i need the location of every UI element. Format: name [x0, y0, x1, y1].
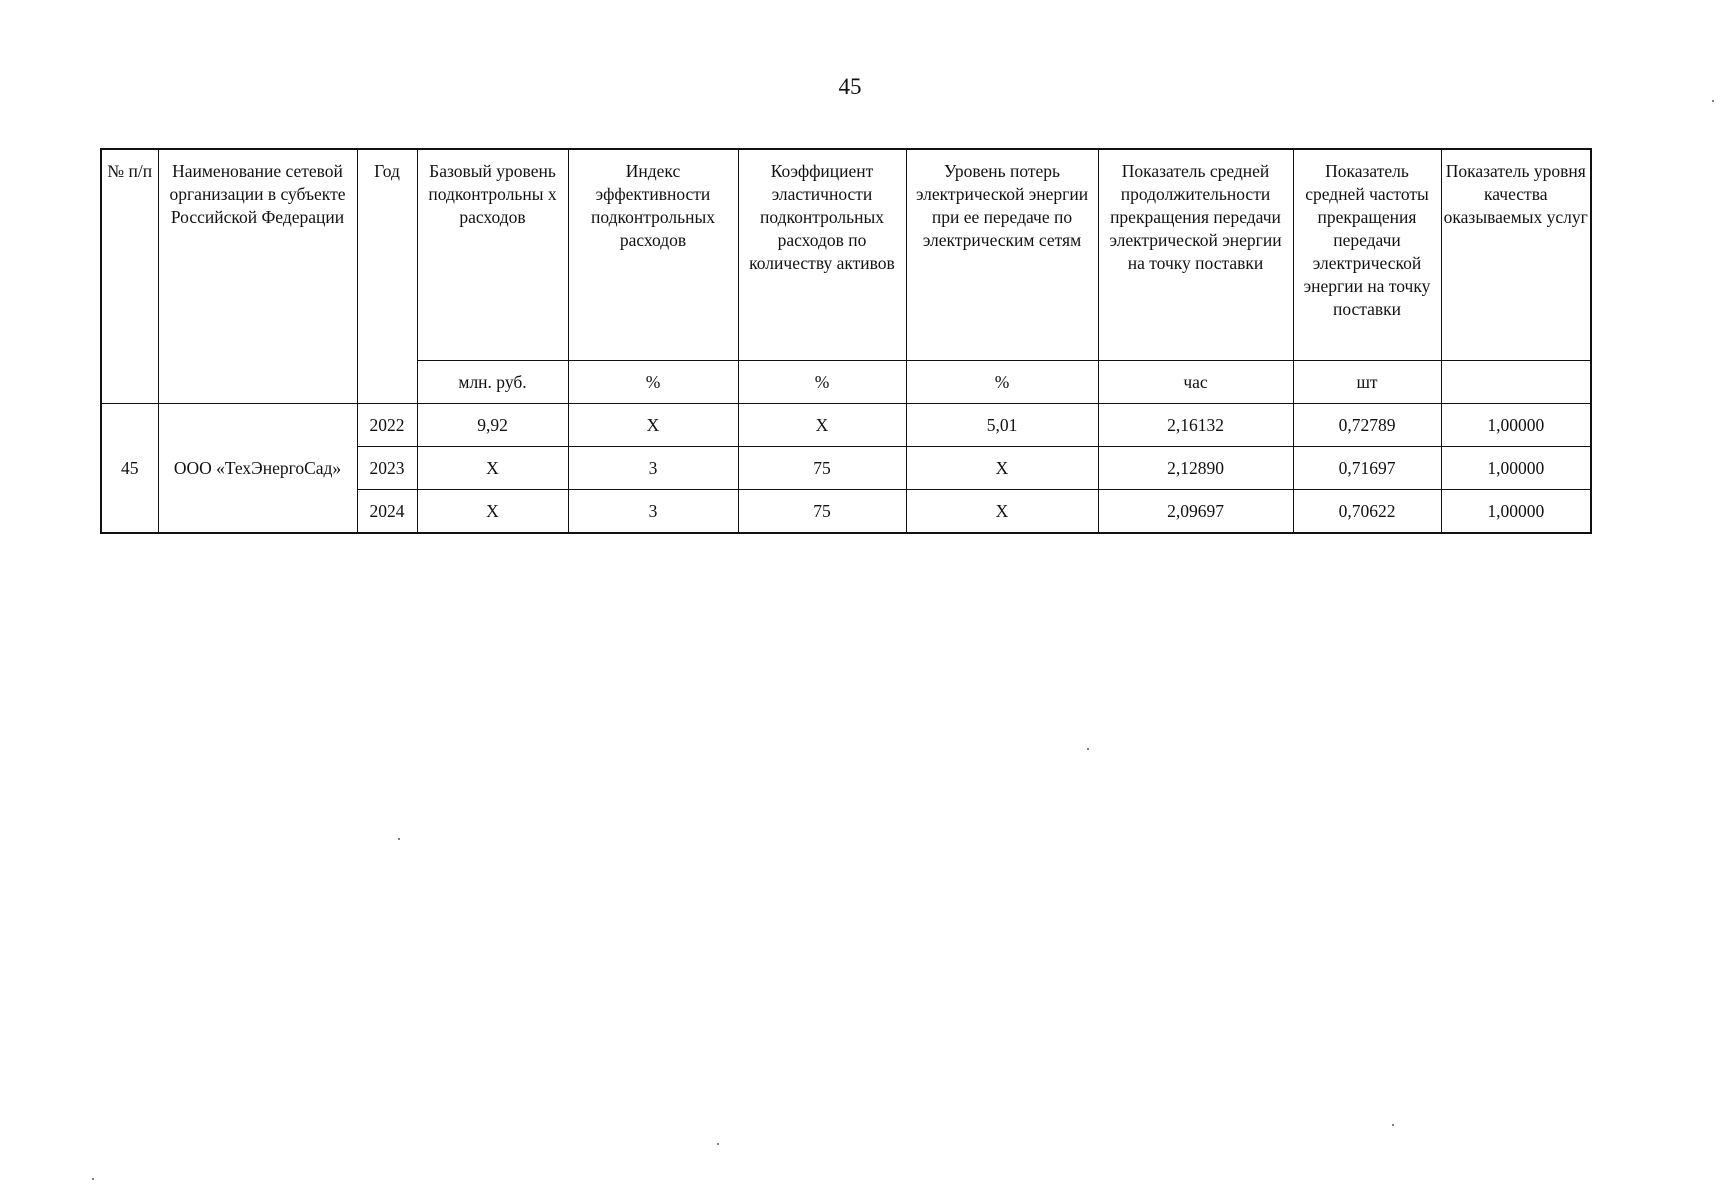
scan-speck [717, 1143, 719, 1145]
cell-year: 2024 [357, 490, 417, 534]
cell-quality-level: 1,00000 [1441, 404, 1591, 447]
header-org-name: Наименование сетевой организации в субъекте Российской Федерации [158, 149, 357, 404]
cell-avg-frequency: 0,71697 [1293, 447, 1441, 490]
table-row [101, 404, 1591, 447]
header-row [101, 149, 1591, 361]
header-avg-duration: Показатель средней продолжительности прекращения передачи электрической энергии на точку поставки [1098, 149, 1293, 361]
header-quality-level: Показатель уровня качества оказываемых услуг [1441, 149, 1591, 361]
cell-loss-level: X [906, 490, 1098, 534]
page-number: 45 [838, 74, 862, 99]
scan-speck [1392, 1124, 1394, 1126]
cell-quality-level: 1,00000 [1441, 447, 1591, 490]
cell-quality-level: 1,00000 [1441, 490, 1591, 534]
cell-year: 2023 [357, 447, 417, 490]
cell-num: 45 [101, 404, 158, 534]
cell-efficiency-index: X [568, 404, 738, 447]
cell-base-level: X [417, 447, 568, 490]
indicators-table [100, 148, 1592, 534]
cell-loss-level: 5,01 [906, 404, 1098, 447]
cell-efficiency-index: 3 [568, 490, 738, 534]
header-num: № п/п [101, 149, 158, 404]
cell-avg-duration: 2,12890 [1098, 447, 1293, 490]
cell-base-level: X [417, 490, 568, 534]
scan-speck [1087, 748, 1089, 750]
header-loss-level: Уровень потерь электрической энергии при ее передаче по электрическим сетям [906, 149, 1098, 361]
cell-avg-frequency: 0,70622 [1293, 490, 1441, 534]
cell-avg-duration: 2,16132 [1098, 404, 1293, 447]
cell-org-name: ООО «ТехЭнергоСад» [158, 404, 357, 534]
unit-base-level: млн. руб. [417, 361, 568, 404]
unit-avg-frequency: шт [1293, 361, 1441, 404]
unit-elasticity-coef: % [738, 361, 906, 404]
scan-speck [398, 838, 400, 840]
cell-efficiency-index: 3 [568, 447, 738, 490]
cell-loss-level: X [906, 447, 1098, 490]
cell-avg-duration: 2,09697 [1098, 490, 1293, 534]
cell-year: 2022 [357, 404, 417, 447]
cell-elasticity-coef: 75 [738, 490, 906, 534]
unit-quality-level [1441, 361, 1591, 404]
unit-loss-level: % [906, 361, 1098, 404]
cell-avg-frequency: 0,72789 [1293, 404, 1441, 447]
header-efficiency-index: Индекс эффективности подконтрольных расходов [568, 149, 738, 361]
cell-elasticity-coef: 75 [738, 447, 906, 490]
header-year: Год [357, 149, 417, 404]
cell-base-level: 9,92 [417, 404, 568, 447]
unit-avg-duration: час [1098, 361, 1293, 404]
scan-speck [1712, 100, 1714, 102]
unit-efficiency-index: % [568, 361, 738, 404]
header-base-level: Базовый уровень подконтрольны х расходов [417, 149, 568, 361]
scan-speck [92, 1178, 94, 1180]
header-elasticity-coef: Коэффициент эластичности подконтрольных расходов по количеству активов [738, 149, 906, 361]
header-avg-frequency: Показатель средней частоты прекращения передачи электрической энергии на точку поставки [1293, 149, 1441, 361]
cell-elasticity-coef: X [738, 404, 906, 447]
